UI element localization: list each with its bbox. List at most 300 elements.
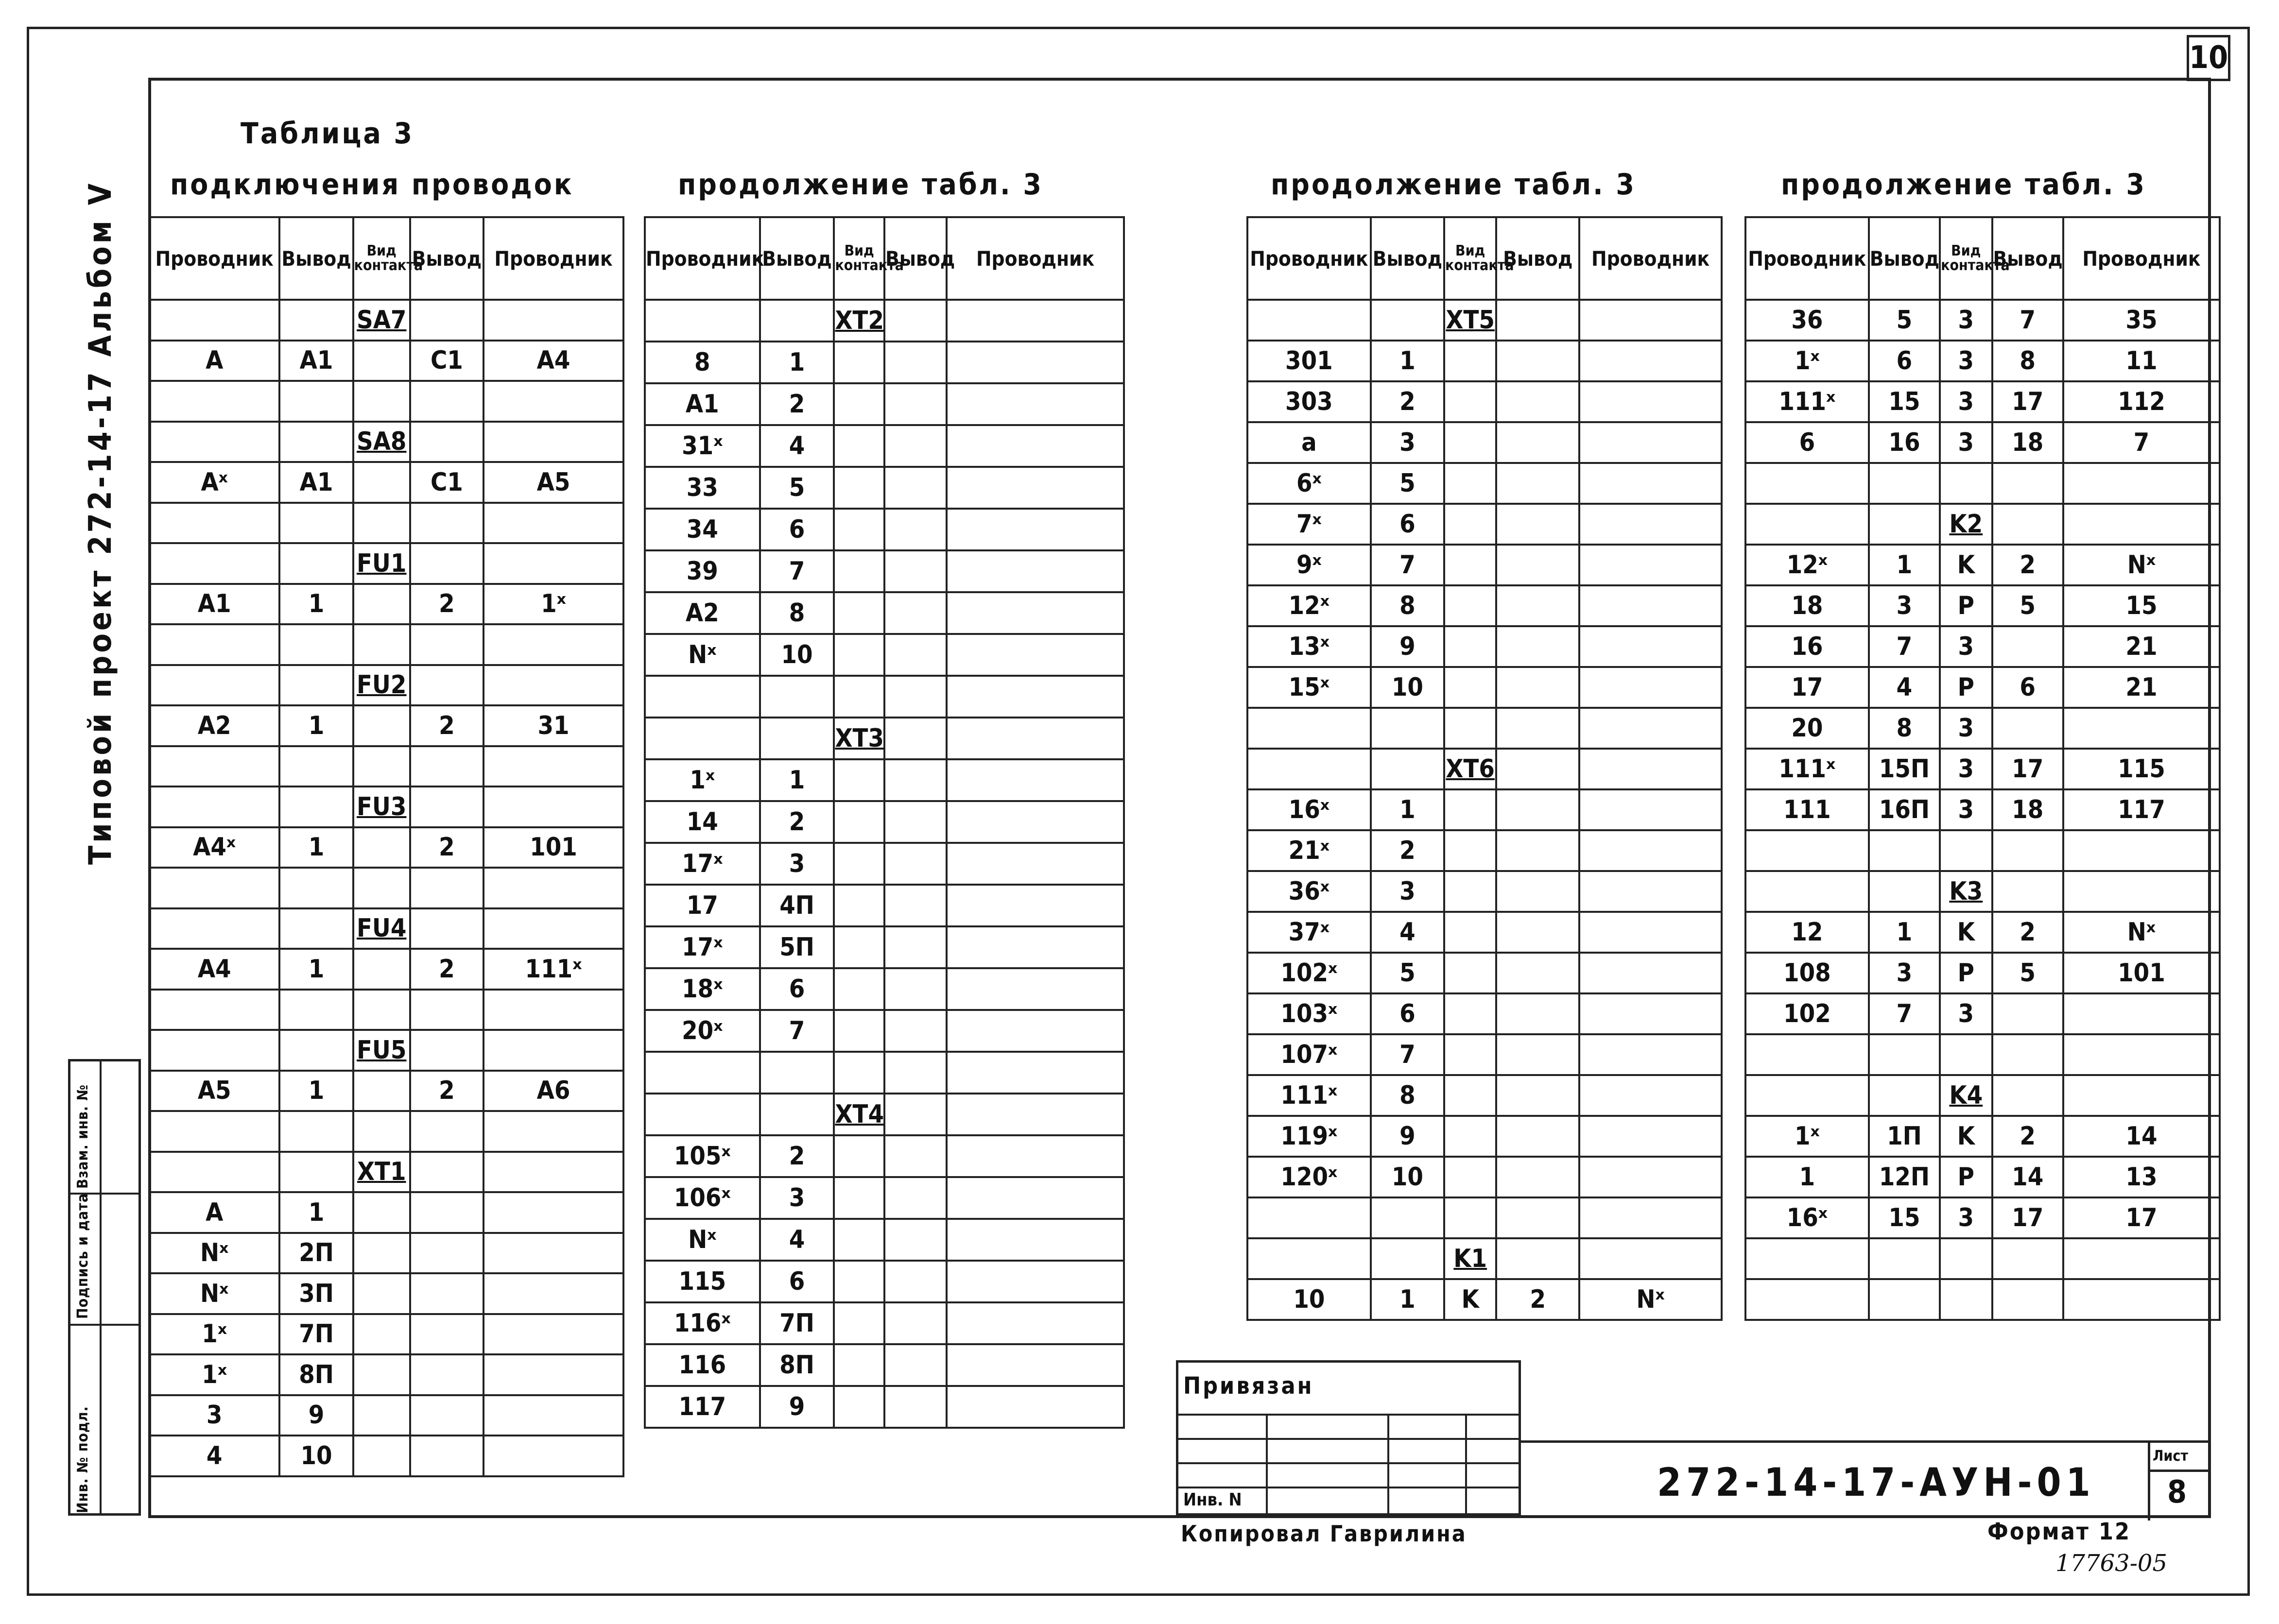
table-cell bbox=[1371, 300, 1444, 341]
table-cell bbox=[1496, 871, 1579, 912]
table-cell bbox=[410, 1354, 483, 1395]
table-cell bbox=[760, 509, 834, 550]
header-cell: Проводник bbox=[149, 217, 279, 300]
table-row bbox=[1247, 789, 1722, 830]
table-cell bbox=[1869, 953, 1940, 993]
table-cell bbox=[279, 381, 353, 422]
table-cell bbox=[1496, 1279, 1579, 1320]
table-cell bbox=[947, 509, 1124, 550]
table-cell bbox=[1496, 463, 1579, 504]
cell-value: 102ˣ bbox=[1280, 958, 1338, 988]
table-cell bbox=[483, 868, 623, 908]
cell-value: 1ˣ bbox=[1794, 346, 1820, 376]
cell-value: Nˣ bbox=[200, 1238, 229, 1268]
cell-value: 112 bbox=[2118, 387, 2165, 416]
cell-value: 106ˣ bbox=[673, 1183, 731, 1213]
table-row bbox=[1745, 912, 2220, 953]
table-cell bbox=[410, 624, 483, 665]
table-cell bbox=[1992, 585, 2063, 626]
table-cell bbox=[1496, 789, 1579, 830]
cell-value: 1ˣ bbox=[1794, 1122, 1820, 1151]
table-cell bbox=[1869, 1034, 1940, 1075]
table-row bbox=[645, 1344, 1124, 1386]
table-cell bbox=[1940, 1116, 1992, 1157]
table-row bbox=[1745, 1034, 2220, 1075]
table-cell bbox=[884, 383, 947, 425]
cell-value: 101 bbox=[530, 833, 577, 862]
table-row bbox=[149, 1354, 623, 1395]
table-cell bbox=[884, 676, 947, 718]
table-row bbox=[1745, 1279, 2220, 1320]
table-cell bbox=[410, 1273, 483, 1314]
table-cell bbox=[1496, 667, 1579, 708]
cell-value: 12ˣ bbox=[1288, 591, 1330, 620]
table-cell bbox=[149, 422, 279, 462]
table-cell bbox=[1869, 912, 1940, 953]
table-cell bbox=[760, 801, 834, 843]
cell-value: 6 bbox=[1799, 428, 1815, 457]
cell-value: A6 bbox=[536, 1076, 570, 1106]
table-cell bbox=[149, 300, 279, 341]
table-cell bbox=[1371, 667, 1444, 708]
table-cell bbox=[1247, 300, 1371, 341]
table-cell bbox=[1745, 381, 1869, 422]
cell-value: Nˣ bbox=[2127, 918, 2156, 947]
cell-value: 1 bbox=[308, 1197, 325, 1227]
cell-value: A5 bbox=[536, 467, 570, 497]
cell-value: 16 bbox=[1888, 428, 1920, 457]
table-cell bbox=[1940, 912, 1992, 953]
table-row bbox=[645, 425, 1124, 467]
table-row bbox=[1745, 504, 2220, 545]
cell-value: 116ˣ bbox=[673, 1309, 731, 1338]
table-cell bbox=[279, 1152, 353, 1193]
table-cell bbox=[483, 422, 623, 462]
table-cell bbox=[353, 1273, 410, 1314]
table-cell bbox=[2063, 300, 2220, 341]
table-cell bbox=[1496, 422, 1579, 463]
table-cell bbox=[947, 383, 1124, 425]
cell-value: 4 bbox=[206, 1441, 223, 1470]
table-cell bbox=[1496, 953, 1579, 993]
table-cell bbox=[1496, 830, 1579, 871]
table-cell bbox=[834, 383, 884, 425]
doc-code: 272-14-17-АУН-01 bbox=[1657, 1460, 2095, 1505]
table-cell bbox=[760, 968, 834, 1010]
table-cell bbox=[1371, 749, 1444, 789]
cell-value: 8 bbox=[789, 598, 805, 628]
cell-value: 37ˣ bbox=[1288, 918, 1330, 947]
table-cell bbox=[834, 1177, 884, 1219]
table-cell bbox=[884, 467, 947, 509]
table-cell bbox=[1992, 1157, 2063, 1197]
table-cell bbox=[149, 341, 279, 381]
table-cell bbox=[645, 550, 760, 592]
table-cell bbox=[149, 665, 279, 706]
table-cell bbox=[279, 949, 353, 990]
table-row bbox=[1745, 381, 2220, 422]
table-cell bbox=[2063, 708, 2220, 749]
table-cell bbox=[834, 759, 884, 801]
table-cell bbox=[2063, 1034, 2220, 1075]
table-cell bbox=[1579, 381, 1722, 422]
table-cell bbox=[483, 908, 623, 949]
table-row bbox=[1745, 749, 2220, 789]
table-cell bbox=[279, 341, 353, 381]
table-row bbox=[149, 584, 623, 625]
table-row bbox=[1247, 1279, 1722, 1320]
cell-value: 14 bbox=[2012, 1162, 2044, 1192]
table-cell bbox=[149, 1152, 279, 1193]
cell-value: 1 bbox=[1399, 795, 1416, 824]
table-cell bbox=[1940, 585, 1992, 626]
table-cell bbox=[834, 676, 884, 718]
table-row bbox=[149, 422, 623, 462]
table-cell bbox=[1869, 381, 1940, 422]
table-cell bbox=[353, 746, 410, 787]
cell-value: Nˣ bbox=[200, 1279, 229, 1308]
cell-value: 33 bbox=[686, 473, 718, 502]
table-cell bbox=[834, 1344, 884, 1386]
table-cell bbox=[2063, 993, 2220, 1034]
table-cell bbox=[645, 467, 760, 509]
table-cell bbox=[947, 676, 1124, 718]
table-cell bbox=[353, 949, 410, 990]
table-cell bbox=[410, 1233, 483, 1274]
cell-value: 7 bbox=[789, 1016, 805, 1045]
table-cell bbox=[279, 1071, 353, 1111]
wiring-table-4 bbox=[1744, 216, 2221, 1321]
table-cell bbox=[834, 634, 884, 676]
table-cell bbox=[645, 1052, 760, 1094]
table-cell bbox=[1992, 871, 2063, 912]
table-cell bbox=[1869, 789, 1940, 830]
table-cell bbox=[760, 1386, 834, 1428]
table-cell bbox=[353, 1354, 410, 1395]
table-cell bbox=[1992, 912, 2063, 953]
table-row bbox=[149, 705, 623, 746]
cell-value: 2 bbox=[439, 711, 455, 740]
header-cell: Вывод bbox=[760, 217, 834, 300]
cell-value: 6ˣ bbox=[1296, 469, 1322, 498]
cell-value: 1ˣ bbox=[541, 589, 566, 619]
table-cell bbox=[410, 462, 483, 503]
table-cell bbox=[1247, 912, 1371, 953]
table-cell bbox=[760, 342, 834, 383]
table-cell bbox=[1371, 504, 1444, 545]
table-cell bbox=[149, 827, 279, 868]
table-cell bbox=[760, 676, 834, 718]
table-cell bbox=[1579, 789, 1722, 830]
table-cell bbox=[1745, 545, 1869, 585]
table-cell bbox=[410, 1030, 483, 1071]
table-cell bbox=[1992, 1197, 2063, 1238]
table-cell bbox=[1371, 626, 1444, 667]
cell-value: 20 bbox=[1791, 714, 1823, 743]
cell-value: 120ˣ bbox=[1280, 1162, 1338, 1192]
cell-value: 1 bbox=[789, 766, 805, 795]
table-cell bbox=[1371, 830, 1444, 871]
table-cell bbox=[1579, 871, 1722, 912]
table-cell bbox=[1496, 912, 1579, 953]
cell-value: 17 bbox=[2012, 387, 2044, 416]
table-cell bbox=[1444, 1279, 1496, 1320]
table-cell bbox=[1992, 463, 2063, 504]
table-cell bbox=[1444, 1157, 1496, 1197]
table-cell bbox=[834, 1261, 884, 1302]
table-cell bbox=[353, 868, 410, 908]
table-cell bbox=[645, 1135, 760, 1177]
table-cell bbox=[149, 381, 279, 422]
cell-value: 6 bbox=[789, 515, 805, 544]
table-cell bbox=[1247, 341, 1371, 381]
table-cell bbox=[1992, 1116, 2063, 1157]
cell-value: 2 bbox=[2020, 550, 2036, 580]
table-cell bbox=[760, 759, 834, 801]
cell-value: 13 bbox=[2125, 1162, 2158, 1192]
cell-value: P bbox=[1957, 958, 1974, 988]
table-cell bbox=[947, 1302, 1124, 1344]
table-cell bbox=[1992, 504, 2063, 545]
table-cell bbox=[1869, 1238, 1940, 1279]
table-cell bbox=[760, 718, 834, 759]
table-cell bbox=[1579, 1034, 1722, 1075]
table-cell bbox=[1869, 341, 1940, 381]
table-cell bbox=[1992, 1279, 2063, 1320]
cell-value: 7П bbox=[299, 1319, 334, 1349]
header-cell: Вывод bbox=[884, 217, 947, 300]
table-cell bbox=[645, 885, 760, 926]
cell-value: 16 bbox=[1791, 632, 1823, 661]
table-row bbox=[149, 1273, 623, 1314]
table-cell bbox=[1371, 953, 1444, 993]
table-cell bbox=[834, 342, 884, 383]
table-row bbox=[645, 801, 1124, 843]
table-cell bbox=[1992, 708, 2063, 749]
table-cell bbox=[279, 503, 353, 544]
cell-value: 4 bbox=[1399, 918, 1416, 947]
table-cell bbox=[483, 543, 623, 584]
cell-value: 8 bbox=[1896, 714, 1913, 743]
table-cell bbox=[1940, 708, 1992, 749]
table-cell bbox=[1745, 953, 1869, 993]
table-cell bbox=[279, 1273, 353, 1314]
table-cell bbox=[760, 1010, 834, 1052]
cell-value: 3 bbox=[1399, 877, 1416, 906]
table-cell bbox=[279, 990, 353, 1030]
table-row bbox=[149, 1395, 623, 1436]
cell-value: K2 bbox=[1949, 510, 1983, 539]
table-cell bbox=[483, 584, 623, 625]
table-row bbox=[1247, 830, 1722, 871]
table-cell bbox=[149, 584, 279, 625]
table-cell bbox=[645, 1344, 760, 1386]
table-cell bbox=[149, 503, 279, 544]
table-cell bbox=[1940, 422, 1992, 463]
table-cell bbox=[1940, 381, 1992, 422]
table-row bbox=[1247, 1116, 1722, 1157]
table-cell bbox=[1496, 626, 1579, 667]
table-cell bbox=[1992, 993, 2063, 1034]
table-cell bbox=[1745, 422, 1869, 463]
table-cell bbox=[410, 908, 483, 949]
cell-value: 18 bbox=[2012, 428, 2044, 457]
table-cell bbox=[1247, 789, 1371, 830]
cell-value: 102 bbox=[1783, 999, 1831, 1028]
table-row bbox=[1745, 1197, 2220, 1238]
table-cell bbox=[1444, 300, 1496, 341]
cell-value: 2 bbox=[439, 1076, 455, 1106]
table-cell bbox=[1992, 667, 2063, 708]
table-cell bbox=[1869, 545, 1940, 585]
table-cell bbox=[2063, 749, 2220, 789]
table-cell bbox=[760, 550, 834, 592]
table-cell bbox=[1371, 545, 1444, 585]
table-row bbox=[149, 341, 623, 381]
table-cell bbox=[149, 908, 279, 949]
table-cell bbox=[1371, 993, 1444, 1034]
table-cell bbox=[149, 624, 279, 665]
table-cell bbox=[645, 425, 760, 467]
table-cell bbox=[884, 968, 947, 1010]
table-cell bbox=[353, 1436, 410, 1476]
table-cell bbox=[1371, 463, 1444, 504]
cell-value: 18ˣ bbox=[682, 974, 723, 1004]
table-cell bbox=[1444, 912, 1496, 953]
cell-value: 31 bbox=[537, 711, 570, 740]
table-cell bbox=[645, 843, 760, 885]
cell-value: 1ˣ bbox=[690, 766, 715, 795]
table-cell bbox=[884, 1386, 947, 1428]
table-cell bbox=[947, 634, 1124, 676]
cell-value: 7 bbox=[1399, 1040, 1416, 1069]
header-cell: Проводник bbox=[483, 217, 623, 300]
table-cell bbox=[279, 1192, 353, 1233]
table-cell bbox=[1579, 912, 1722, 953]
table-cell bbox=[1745, 504, 1869, 545]
table-cell bbox=[760, 467, 834, 509]
table-cell bbox=[279, 908, 353, 949]
table-cell bbox=[1940, 504, 1992, 545]
cell-value: 17 bbox=[2012, 1203, 2044, 1232]
table-cell bbox=[884, 801, 947, 843]
table-cell bbox=[1579, 626, 1722, 667]
cell-value: 4 bbox=[789, 1225, 805, 1254]
table-row bbox=[1745, 871, 2220, 912]
cell-value: 8 bbox=[1399, 1081, 1416, 1110]
table-row bbox=[149, 990, 623, 1030]
table-cell bbox=[884, 550, 947, 592]
cell-value: 4П bbox=[779, 891, 814, 920]
cell-value: FU4 bbox=[356, 914, 407, 943]
table-cell bbox=[884, 1344, 947, 1386]
side-project-label: Типовой проект 272-14-17 Альбом V bbox=[83, 180, 119, 865]
table-cell bbox=[2063, 1157, 2220, 1197]
table-row bbox=[645, 550, 1124, 592]
table-cell bbox=[149, 786, 279, 827]
wiring-table-1 bbox=[148, 216, 624, 1477]
table-row bbox=[1247, 1075, 1722, 1116]
cell-value: K bbox=[1957, 550, 1975, 580]
table-cell bbox=[1444, 545, 1496, 585]
table-cell bbox=[410, 665, 483, 706]
table-cell bbox=[483, 1354, 623, 1395]
header-cell: Вывод bbox=[410, 217, 483, 300]
table-cell bbox=[947, 1386, 1124, 1428]
cell-value: 21ˣ bbox=[1288, 836, 1330, 865]
table-cell bbox=[1992, 1238, 2063, 1279]
table-cell bbox=[1745, 1279, 1869, 1320]
table-cell bbox=[1869, 1075, 1940, 1116]
table-cell bbox=[1444, 1034, 1496, 1075]
table-row bbox=[149, 381, 623, 422]
cell-value: 2 bbox=[1399, 836, 1416, 865]
table-row bbox=[1247, 585, 1722, 626]
table-cell bbox=[353, 1071, 410, 1111]
table-cell bbox=[1247, 463, 1371, 504]
table-row bbox=[149, 786, 623, 827]
cell-value: 2 bbox=[2020, 1122, 2036, 1151]
table-cell bbox=[1579, 585, 1722, 626]
table-cell bbox=[149, 1071, 279, 1111]
table-cell bbox=[149, 1436, 279, 1476]
cell-value: 10 bbox=[1391, 673, 1423, 702]
table-cell bbox=[1745, 1238, 1869, 1279]
cell-value: A1 bbox=[299, 467, 333, 497]
cell-value: 17 bbox=[2012, 754, 2044, 784]
table-cell bbox=[645, 509, 760, 550]
table-cell bbox=[279, 300, 353, 341]
cell-value: 10 bbox=[1293, 1285, 1325, 1314]
strip-label-inv: Инв. № подл. bbox=[74, 1406, 91, 1513]
table-cell bbox=[1940, 545, 1992, 585]
table-cell bbox=[884, 1094, 947, 1135]
cell-value: K bbox=[1957, 918, 1975, 947]
table-row bbox=[149, 1152, 623, 1193]
cell-value: 31ˣ bbox=[682, 431, 723, 461]
table-cell bbox=[834, 801, 884, 843]
table-cell bbox=[1579, 1157, 1722, 1197]
table-cell bbox=[1869, 993, 1940, 1034]
table-cell bbox=[645, 383, 760, 425]
table-cell bbox=[149, 1314, 279, 1355]
table-cell bbox=[1869, 830, 1940, 871]
table-row bbox=[645, 342, 1124, 383]
list-label: Лист bbox=[2153, 1448, 2188, 1465]
cell-value: K bbox=[1957, 1122, 1975, 1151]
table-cell bbox=[1579, 993, 1722, 1034]
table-cell bbox=[1444, 1075, 1496, 1116]
table-cell bbox=[410, 1314, 483, 1355]
table-cell bbox=[1496, 1238, 1579, 1279]
cell-value: XT2 bbox=[835, 306, 884, 335]
table-cell bbox=[947, 926, 1124, 968]
cell-value: 16ˣ bbox=[1786, 1203, 1828, 1232]
table-cell bbox=[279, 462, 353, 503]
table-cell bbox=[1247, 749, 1371, 789]
table-cell bbox=[1444, 667, 1496, 708]
table-cell bbox=[1579, 463, 1722, 504]
table-cell bbox=[834, 509, 884, 550]
table-row bbox=[645, 676, 1124, 718]
header-cell: Вывод bbox=[1371, 217, 1444, 300]
table-cell bbox=[1940, 1279, 1992, 1320]
table-cell bbox=[1869, 626, 1940, 667]
left-stamp-strip bbox=[68, 1059, 141, 1516]
table-cell bbox=[1869, 300, 1940, 341]
table-row bbox=[1745, 993, 2220, 1034]
cell-value: K bbox=[1461, 1285, 1479, 1314]
